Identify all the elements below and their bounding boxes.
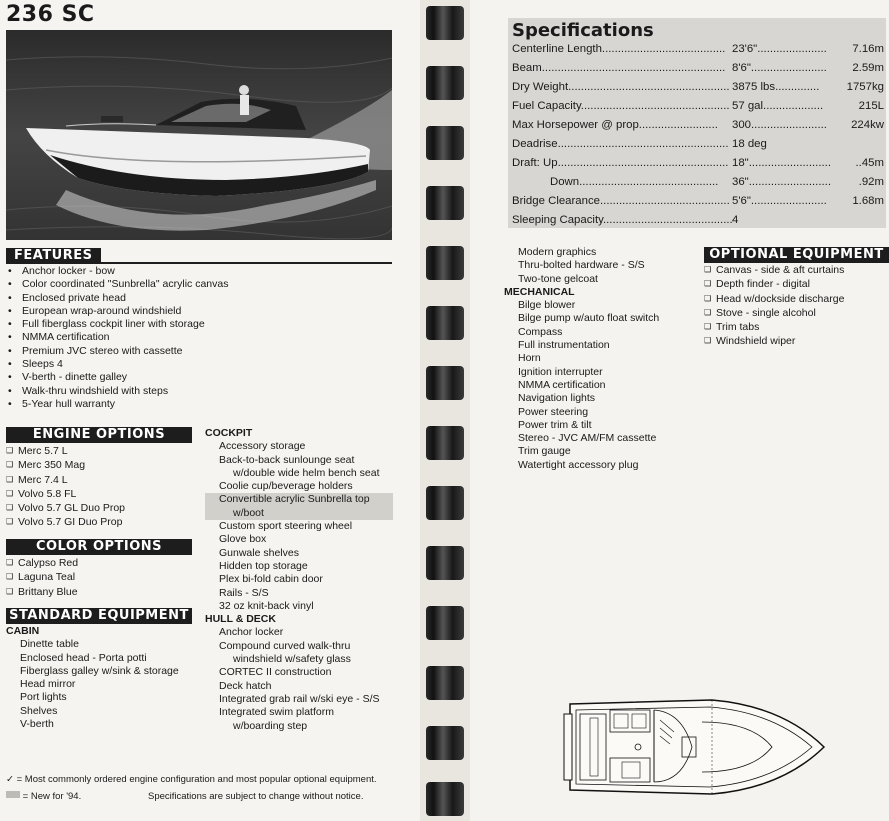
cabin-item: Port lights — [20, 691, 67, 704]
mechanical-item: Stereo - JVC AM/FM cassette — [518, 432, 657, 445]
color-option-item: ❑ Brittany Blue — [6, 585, 78, 599]
engine-option-item: ❑ Volvo 5.8 FL — [6, 487, 125, 501]
hull-deck-item: Anchor locker — [219, 626, 284, 639]
cockpit-item: Custom sport steering wheel — [219, 520, 353, 533]
feature-item: • Walk-thru windshield with steps — [6, 385, 228, 398]
mechanical-item: Ignition interrupter — [518, 365, 603, 378]
optional-item: ❑ Windshield wiper — [704, 334, 844, 348]
right-page — [470, 0, 889, 821]
engine-option-item: ❑ Volvo 5.7 GL Duo Prop — [6, 501, 125, 515]
optional-item: ❑ Depth finder - digital — [704, 277, 844, 291]
spiral-binding — [420, 0, 470, 821]
hull-deck-item: Integrated grab rail w/ski eye - S/S — [219, 692, 380, 705]
binding-ring — [426, 66, 464, 100]
optional-item: ❑ Head w/dockside discharge — [704, 292, 844, 306]
binding-ring — [426, 246, 464, 280]
feature-item: • 5-Year hull warranty — [6, 398, 228, 411]
spec-row: Bridge Clearance......................................... 5'6"........................ 1.68m — [512, 195, 884, 207]
new-swatch-icon — [6, 791, 20, 798]
color-option-item: ❑ Laguna Teal — [6, 570, 78, 584]
feature-item: • European wrap-around windshield — [6, 305, 228, 318]
footnote-disclaimer: Specifications are subject to change without notice. — [148, 791, 364, 802]
feature-item: • Sleeps 4 — [6, 358, 228, 371]
cockpit-list — [205, 440, 395, 613]
engine-options-list — [6, 444, 125, 530]
feature-item: • Full fiberglass cockpit liner with storage — [6, 318, 228, 331]
engine-option-item: ❑ Merc 350 Mag — [6, 458, 125, 472]
mechanical-list — [504, 299, 704, 472]
cockpit-item: Back-to-back sunlounge seat w/double wide helm bench seat — [219, 453, 380, 479]
feature-item: • NMMA certification — [6, 331, 228, 344]
feature-item: • Anchor locker - bow — [6, 265, 228, 278]
deck-plan-drawing — [562, 692, 832, 802]
cockpit-label: COCKPIT — [205, 427, 253, 439]
mechanical-item: NMMA certification — [518, 378, 606, 391]
cabin-label: CABIN — [6, 625, 40, 637]
binding-ring — [426, 666, 464, 700]
mechanical-item: Trim gauge — [518, 445, 571, 458]
features-heading: FEATURES — [6, 248, 101, 264]
hull-deck-item: Integrated swim platform w/boarding step — [219, 706, 334, 732]
model-title: 236 SC — [6, 2, 95, 27]
cockpit-section — [205, 427, 395, 733]
engine-option-item: ❑ Volvo 5.7 GI Duo Prop — [6, 515, 125, 529]
binding-ring — [426, 726, 464, 760]
footnote-check: ✓ = Most commonly ordered engine configuration and most popular optional equipment. — [6, 774, 377, 785]
color-option-item: ❑ Calypso Red — [6, 556, 78, 570]
binding-ring — [426, 782, 464, 816]
spec-row: Max Horsepower @ prop......................... 300........................ 224kw — [512, 119, 884, 131]
binding-ring — [426, 546, 464, 580]
binding-ring — [426, 486, 464, 520]
binding-ring — [426, 186, 464, 220]
cockpit-item: Gunwale shelves — [219, 546, 299, 559]
misc-item: Modern graphics — [518, 246, 597, 258]
binding-ring — [426, 306, 464, 340]
spec-row: Fuel Capacity............................................... 57 gal................... 215L — [512, 100, 884, 112]
binding-ring — [426, 366, 464, 400]
engine-option-item: ❑ Merc 7.4 L — [6, 473, 125, 487]
misc-list — [504, 246, 704, 286]
cabin-item: Dinette table — [20, 638, 79, 651]
hull-deck-item: Compound curved walk-thru windshield w/safety glass — [219, 639, 351, 666]
mechanical-label: MECHANICAL — [504, 285, 575, 298]
color-options-list — [6, 556, 78, 599]
misc-item: Thru-bolted hardware - S/S — [518, 259, 645, 272]
engine-options-heading: ENGINE OPTIONS — [6, 427, 192, 443]
spec-row: Dry Weight................................................... 3875 lbs.............. 1757kg — [512, 81, 884, 93]
binding-ring — [426, 606, 464, 640]
optional-item: ❑ Stove - single alcohol — [704, 306, 844, 320]
binding-ring — [426, 126, 464, 160]
hull-deck-label: HULL & DECK — [205, 613, 276, 626]
check-mark-icon: ✓ — [6, 774, 14, 785]
mechanical-item: Navigation lights — [518, 392, 596, 405]
spec-row: Centerline Length....................................... 23'6"...................... 7.16m — [512, 43, 884, 55]
hull-deck-list — [205, 626, 395, 732]
left-page — [0, 0, 420, 821]
cabin-item: Enclosed head - Porta potti — [20, 651, 147, 664]
spec-row: Sleeping Capacity......................................... 4 — [512, 214, 739, 226]
spec-row: Draft: Up...................................................... 18".......................... ..45m — [512, 157, 884, 169]
features-rule — [100, 262, 392, 264]
cockpit-item: Glove box — [219, 533, 267, 546]
cockpit-item: Hidden top storage — [219, 559, 308, 572]
specifications-title: Specifications — [512, 20, 654, 41]
optional-item: ❑ Canvas - side & aft curtains — [704, 263, 844, 277]
mechanical-item: Power trim & tilt — [518, 418, 592, 431]
feature-item: • Premium JVC stereo with cassette — [6, 345, 228, 358]
standard-equipment-heading: STANDARD EQUIPMENT — [6, 608, 192, 624]
cabin-item: V-berth — [20, 718, 54, 731]
mechanical-item: Horn — [518, 352, 541, 365]
cockpit-item: Accessory storage — [219, 440, 306, 453]
mechanical-item: Watertight accessory plug — [518, 458, 639, 471]
spec-row: Down............................................ 36".......................... .92m — [512, 176, 884, 188]
color-options-heading: COLOR OPTIONS — [6, 539, 192, 555]
cabin-item: Shelves — [20, 704, 58, 717]
optional-equipment-list — [704, 263, 844, 349]
cabin-item: Fiberglass galley w/sink & storage — [20, 664, 179, 677]
cockpit-item: 32 oz knit-back vinyl — [219, 599, 314, 612]
binding-ring — [426, 426, 464, 460]
cabin-item: Head mirror — [20, 678, 76, 691]
cockpit-item: Coolie cup/beverage holders — [219, 480, 353, 493]
optional-item: ❑ Trim tabs — [704, 320, 844, 334]
spec-row: Deadrise...................................................... 18 deg — [512, 138, 767, 150]
cockpit-item: Plex bi-fold cabin door — [219, 573, 323, 586]
cockpit-item-new: Convertible acrylic Sunbrella top w/boot — [205, 493, 393, 520]
feature-item: • Enclosed private head — [6, 292, 228, 305]
features-list — [6, 265, 228, 411]
cabin-list — [6, 638, 179, 731]
mechanical-item: Bilge pump w/auto float switch — [518, 312, 660, 325]
mechanical-item: Compass — [518, 325, 563, 338]
mechanical-item: Power steering — [518, 405, 589, 418]
misc-item: Two-tone gelcoat — [518, 272, 598, 285]
mechanical-item: Bilge blower — [518, 299, 576, 312]
mechanical-item: Full instrumentation — [518, 339, 610, 352]
feature-item: • V-berth - dinette galley — [6, 371, 228, 384]
spec-row: Beam.......................................................... 8'6"........................ 2.59m — [512, 62, 884, 74]
boat-photo — [6, 30, 392, 240]
optional-equipment-heading: OPTIONAL EQUIPMENT — [704, 247, 889, 263]
standard-equipment-continued — [504, 246, 704, 472]
hull-deck-item: Deck hatch — [219, 679, 272, 692]
engine-option-item: ❑ Merc 5.7 L — [6, 444, 125, 458]
hull-deck-item: CORTEC II construction — [219, 666, 332, 679]
feature-item: • Color coordinated "Sunbrella" acrylic canvas — [6, 278, 228, 291]
binding-ring — [426, 6, 464, 40]
cabin-section — [6, 625, 179, 731]
footnote-new: = New for '94. — [6, 791, 81, 802]
cockpit-item: Rails - S/S — [219, 586, 269, 599]
